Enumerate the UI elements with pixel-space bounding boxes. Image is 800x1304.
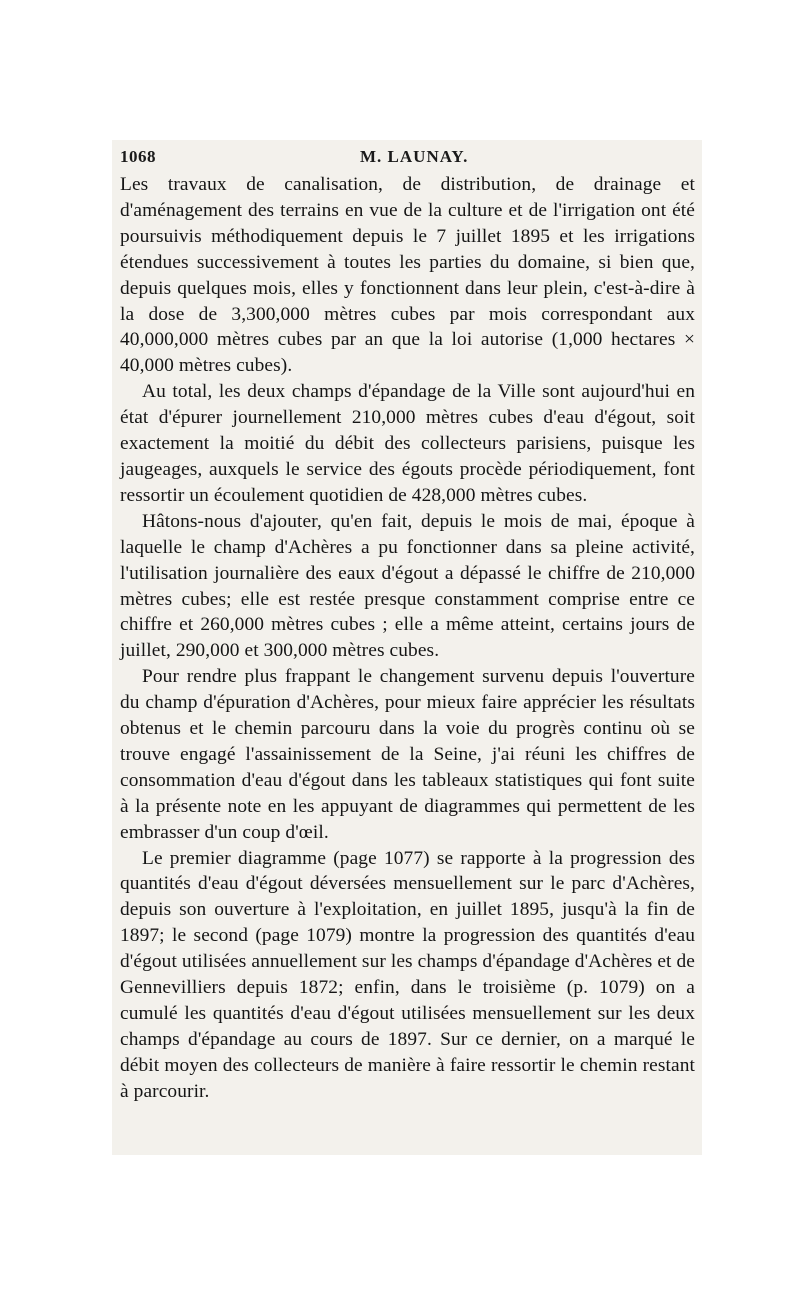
paragraph-5: Le premier diagramme (page 1077) se rapporte à la progression des quantités d'eau d'égout déversées mensuellement sur le parc d'Achères, depuis son ouverture à l'exploitation, en juillet 1895, jusqu'à la fin de 1897; le second (page 1079) montre la progression des quantités d'eau d'égout utilisées annuellement sur les champs d'épandage d'Achères et de Gennevilliers depuis 1872; enfin, dans le troisième (p. 1079) on a cumulé les quantités d'eau d'égout utilisées mensuellement sur les deux champs d'épandage au cours de 1897. Sur ce dernier, on a marqué le débit moyen des collecteurs de manière à faire ressortir le chemin restant à parcourir. xyxy=(120,847,695,1102)
page-header xyxy=(120,147,695,171)
page-number: 1068 xyxy=(120,147,156,166)
paragraph-2: Au total, les deux champs d'épandage de la Ville sont aujourd'hui en état d'épurer journellement 210,000 mètres cubes d'eau d'égout, soit exactement la moitié du débit des collecteurs parisiens, puisque les jaugeages, auxquels le service des égouts procède périodiquement, font ressortir un écoulement quotidien de 428,000 mètres cubes. xyxy=(120,381,695,506)
paragraph-4: Pour rendre plus frappant le changement survenu depuis l'ouverture du champ d'épuration d'Achères, pour mieux faire apprécier les résultats obtenus et le chemin parcouru dans la voie du progrès continu où se trouve engagé l'assainissement de la Seine, j'ai réuni les chiffres de consommation d'eau d'égout dans les tableaux statistiques qui font suite à la présente note en les appuyant de diagrammes qui permettent de les embrasser d'un coup d'œil. xyxy=(120,666,695,843)
paragraph-3: Hâtons-nous d'ajouter, qu'en fait, depuis le mois de mai, époque à laquelle le champ d'Achères a pu fonctionner dans sa pleine activité, l'utilisation journalière des eaux d'égout a dépassé le chiffre de 210,000 mètres cubes; elle est restée presque constamment comprise entre ce chiffre et 260,000 mètres cubes ; elle a même atteint, certains jours de juillet, 290,000 et 300,000 mètres cubes. xyxy=(120,510,695,662)
paragraph-1: Les travaux de canalisation, de distribution, de drainage et d'aménagement des terrains en vue de la culture et de l'irrigation ont été poursuivis méthodiquement depuis le 7 juillet 1895 et les irrigations étendues successivement à toutes les parties du domaine, si bien que, depuis quelques mois, elles y fonctionnent dans leur plein, c'est-à-dire à la dose de 3,300,000 mètres cubes par mois correspondant aux 40,000,000 mètres cubes par an que la loi autorise (1,000 hectares × 40,000 mètres cubes). xyxy=(120,174,695,377)
body-text xyxy=(120,172,695,1105)
running-head: M. LAUNAY. xyxy=(360,147,469,166)
